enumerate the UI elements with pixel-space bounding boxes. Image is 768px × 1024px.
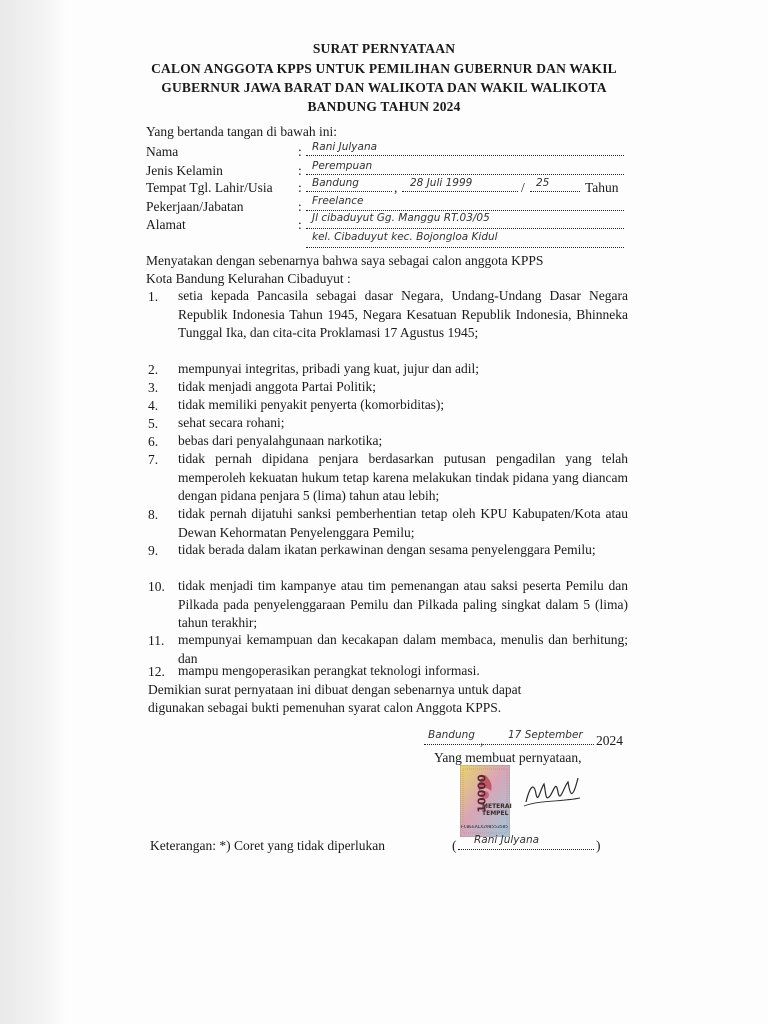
day-month-value: 17 September [508, 729, 583, 741]
item-9-number: 9. [148, 543, 159, 558]
item-10-text: tidak menjadi tim kampanye atau tim pemenangan atau saksi peserta Pemilu dan Pilkada pada penyelenggaraan Pemilu dan Pilkada paling singkat dalam 5 (lima) tahun terakhir; [178, 578, 628, 630]
signer-label: Yang membuat pernyataan, [434, 750, 582, 765]
intro-text: Yang bertanda tangan di bawah ini: [146, 124, 337, 139]
meterai-title: METERAI TEMPEL [482, 803, 512, 817]
item-2-text: mempunyai integritas, pribadi yang kuat, jujur dan adil; [178, 361, 480, 376]
alamat-colon: : [298, 217, 302, 232]
item-2-number: 2. [148, 362, 159, 377]
document-subtitle-line-3: BANDUNG TAHUN 2024 [307, 99, 461, 114]
item-3-number: 3. [148, 380, 159, 395]
ttl-age-value: 25 [536, 177, 550, 189]
item-5-text: sehat secara rohani; [178, 415, 285, 430]
meterai-stamp [460, 765, 510, 837]
item-8-number: 8. [148, 507, 159, 522]
item-3-text: tidak menjadi anggota Partai Politik; [178, 379, 376, 394]
document-subtitle-line-2: GUBERNUR JAWA BARAT DAN WALIKOTA DAN WAKIL WALIKOTA [161, 80, 607, 95]
ttl-date-value: 28 Juli 1999 [410, 177, 473, 189]
document-title: SURAT PERNYATAAN [312, 41, 456, 56]
item-7-number: 7. [148, 452, 159, 467]
item-10-number: 10. [148, 579, 165, 594]
place-value: Bandung [428, 729, 475, 741]
statement-line-2: Kota Bandung Kelurahan Cibaduyut : [146, 271, 351, 286]
note-text: Keterangan: *) Coret yang tidak diperlukan [150, 838, 386, 853]
meterai-serial: FC0EEALX298553585 [461, 825, 509, 830]
item-11-number: 11. [148, 633, 165, 648]
item-6-number: 6. [148, 434, 159, 449]
alamat-value-line-1: Jl cibaduyut Gg. Manggu RT.03/05 [312, 212, 490, 224]
kelamin-label: Jenis Kelamin [146, 163, 223, 178]
item-9-text: tidak berada dalam ikatan perkawinan dengan sesama penyelenggara Pemilu; [178, 542, 596, 557]
ttl-label: Tempat Tgl. Lahir/Usia [146, 180, 273, 195]
signer-name-open-paren: ( [452, 838, 457, 853]
nama-value: Rani Julyana [312, 141, 378, 153]
place-date-comma: , [480, 733, 484, 748]
item-6-text: bebas dari penyalahgunaan narkotika; [178, 433, 383, 448]
meterai-value: 10000 [475, 774, 489, 813]
year-value: 2024 [596, 733, 623, 748]
kelamin-value: Perempuan [312, 160, 373, 172]
closing-line-2: digunakan sebagai bukti pemenuhan syarat calon Anggota KPPS. [148, 700, 502, 715]
nama-label: Nama [146, 144, 179, 159]
signer-name-close-paren: ) [596, 838, 601, 853]
statement-line-1: Menyatakan dengan sebenarnya bahwa saya sebagai calon anggota KPPS [146, 253, 544, 268]
item-8-text: tidak pernah dijatuhi sanksi pemberhentian tetap oleh KPU Kabupaten/Kota atau Dewan Kehormatan Penyelenggara Pemilu; [178, 506, 628, 540]
item-1-number: 1. [148, 289, 159, 304]
item-12-text: mampu mengoperasikan perangkat teknologi informasi. [178, 663, 480, 678]
item-12-number: 12. [148, 664, 165, 679]
kelamin-colon: : [298, 163, 302, 178]
alamat-value-line-2: kel. Cibaduyut kec. Bojongloa Kidul [312, 231, 498, 243]
item-1-text: setia kepada Pancasila sebagai dasar Negara, Undang-Undang Dasar Negara Republik Indonesia Tahun 1945, Negara Kesatuan Republik Indonesia, Bhinneka Tunggal Ika, dan cita-cita Proklamasi 17 Agustus 1945; [178, 288, 628, 340]
signer-name-value: Rani Julyana [474, 834, 540, 846]
document-subtitle-line-1: CALON ANGGOTA KPPS UNTUK PEMILIHAN GUBERNUR DAN WAKIL [151, 61, 617, 76]
ttl-age-suffix: Tahun [585, 180, 619, 195]
pekerjaan-label: Pekerjaan/Jabatan [146, 199, 244, 214]
item-4-text: tidak memiliki penyakit penyerta (komorbiditas); [178, 397, 445, 412]
signature-scribble [520, 772, 584, 816]
item-4-number: 4. [148, 398, 159, 413]
ttl-comma: , [394, 180, 398, 195]
closing-line-1: Demikian surat pernyataan ini dibuat dengan sebenarnya untuk dapat [148, 682, 522, 697]
ttl-place-value: Bandung [312, 177, 359, 189]
alamat-label: Alamat [146, 217, 186, 232]
nama-colon: : [298, 144, 302, 159]
pekerjaan-value: Freelance [312, 195, 364, 207]
ttl-colon: : [298, 180, 302, 195]
page-left-edge [0, 0, 66, 1024]
pekerjaan-colon: : [298, 199, 302, 214]
item-7-text: tidak pernah dipidana penjara berdasarkan putusan pengadilan yang telah memperoleh kekuatan hukum tetap karena melakukan tindak pidana yang diancam dengan pidana penjara 5 (lima) tahun atau lebih; [178, 451, 628, 503]
item-11-text: mempunyai kemampuan dan kecakapan dalam membaca, menulis dan berhitung; dan [178, 632, 628, 666]
ttl-slash: / [521, 180, 525, 195]
item-5-number: 5. [148, 416, 159, 431]
